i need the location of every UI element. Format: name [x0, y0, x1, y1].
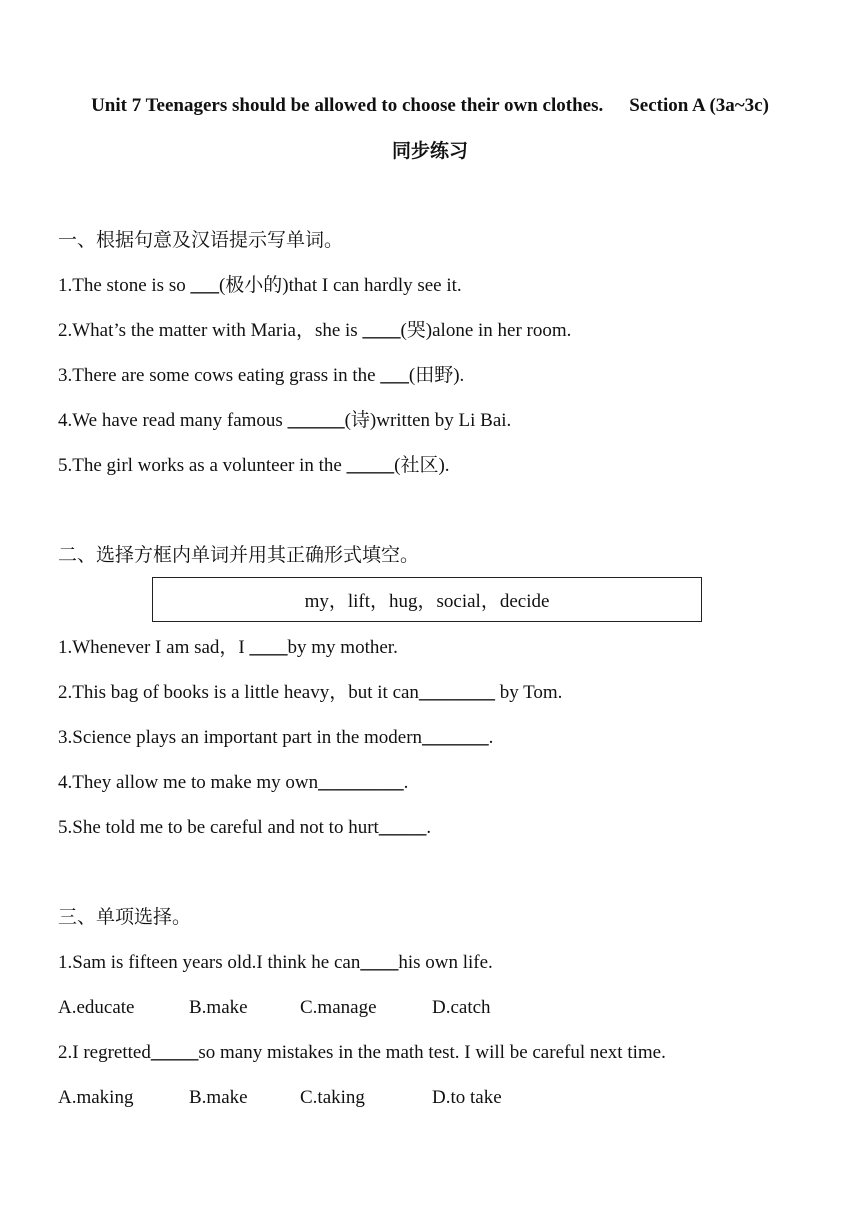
part1-item-1 [58, 274, 462, 298]
item-text: 2.This bag of books is a little heavy，but it can [58, 682, 419, 703]
answer-blank[interactable]: ____ [249, 637, 288, 658]
answer-blank[interactable]: _________ [318, 772, 404, 793]
item-text: 1.Whenever I am sad，I [58, 637, 250, 658]
item-text: 1.The stone is so [58, 275, 191, 296]
answer-blank[interactable]: ______ [287, 410, 345, 431]
option-a[interactable]: A.educate [58, 997, 135, 1018]
answer-blank[interactable]: ___ [190, 275, 219, 296]
answer-blank[interactable]: _____ [346, 455, 395, 476]
document-subtitle: 同步练习 [391, 141, 468, 162]
part1-item-5 [58, 454, 450, 478]
item-text: 4.We have read many famous [58, 410, 288, 431]
item-text: (社区). [394, 455, 450, 476]
word-box: my，lift，hug，social，decide [152, 577, 702, 622]
option-a[interactable]: A.making [58, 1087, 134, 1108]
answer-blank[interactable]: ____ [362, 320, 401, 341]
part2-item-4 [58, 771, 408, 795]
item-text: 3.There are some cows eating grass in the [58, 365, 381, 386]
item-text: . [403, 772, 409, 793]
answer-blank[interactable]: ________ [418, 682, 495, 703]
option-b[interactable]: B.make [189, 1087, 248, 1108]
item-text: . [426, 817, 432, 838]
item-text: (极小的)that I can hardly see it. [218, 275, 462, 296]
option-c[interactable]: C.manage [300, 997, 377, 1018]
part1-heading: 一、根据句意及汉语提示写单词。 [58, 230, 344, 251]
item-text: 3.Science plays an important part in the modern [58, 727, 423, 748]
title-main: Unit 7 Teenagers should be allowed to choose their own clothes. [91, 95, 604, 116]
item-text: (诗)written by Li Bai. [344, 410, 512, 431]
part2-item-1 [58, 636, 398, 660]
part3-heading: 三、单项选择。 [58, 907, 192, 928]
option-b[interactable]: B.make [189, 997, 248, 1018]
answer-blank[interactable]: _____ [378, 817, 427, 838]
question-text: so many mistakes in the math test. I will be careful next time. [198, 1042, 666, 1063]
part3-question-2 [58, 1041, 666, 1065]
part2-heading: 二、选择方框内单词并用其正确形式填空。 [58, 545, 420, 566]
question-text: his own life. [398, 952, 493, 973]
title-section: Section A (3a~3c) [629, 95, 769, 116]
item-text: 2.What’s the matter with Maria，she is [58, 320, 363, 341]
answer-blank[interactable]: _____ [150, 1042, 199, 1063]
part1-item-3 [58, 364, 464, 388]
item-text: 5.She told me to be careful and not to hurt [58, 817, 379, 838]
question-text: 2.I regretted [58, 1042, 151, 1063]
option-d[interactable]: D.catch [432, 997, 491, 1018]
item-text: (田野). [408, 365, 465, 386]
question-text: 1.Sam is fifteen years old.I think he can [58, 952, 361, 973]
part2-item-3 [58, 726, 493, 750]
item-text: 5.The girl works as a volunteer in the [58, 455, 347, 476]
answer-blank[interactable]: ____ [360, 952, 399, 973]
answer-blank[interactable]: _______ [422, 727, 489, 748]
item-text: by Tom. [494, 682, 563, 703]
part2-item-2 [58, 681, 562, 705]
part1-item-4 [58, 409, 511, 433]
document-title [0, 94, 860, 118]
option-c[interactable]: C.taking [300, 1087, 365, 1108]
item-text: (哭)alone in her room. [400, 320, 572, 341]
part1-item-2 [58, 319, 571, 343]
item-text: 4.They allow me to make my own [58, 772, 319, 793]
item-text: . [488, 727, 494, 748]
answer-blank[interactable]: ___ [380, 365, 409, 386]
part3-question-1 [58, 951, 493, 975]
part2-item-5 [58, 816, 431, 840]
option-d[interactable]: D.to take [432, 1087, 502, 1108]
item-text: by my mother. [287, 637, 398, 658]
